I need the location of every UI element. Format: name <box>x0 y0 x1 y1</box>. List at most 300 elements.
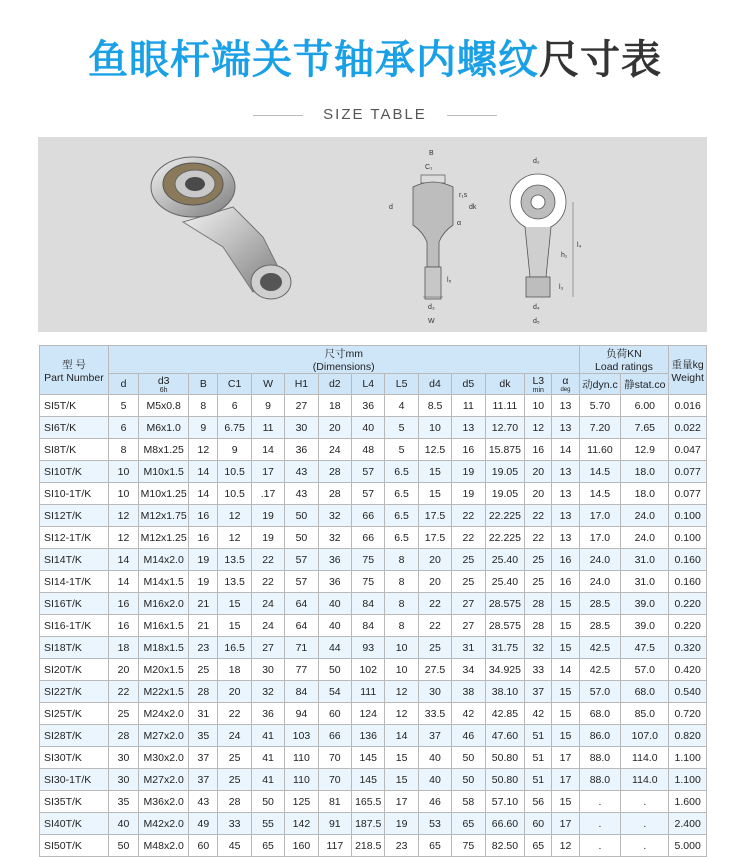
col-C1: C1 <box>218 374 251 395</box>
table-cell: 20 <box>418 571 451 593</box>
table-cell: 51 <box>525 747 552 769</box>
table-cell: 22 <box>452 527 485 549</box>
table-cell: 6 <box>108 417 138 439</box>
table-cell: 6.5 <box>385 527 418 549</box>
table-cell: M24x2.0 <box>139 703 189 725</box>
table-row <box>40 681 707 703</box>
table-cell: 8 <box>385 571 418 593</box>
header-load-en: Load ratings <box>595 361 653 373</box>
header-dimensions <box>108 346 579 374</box>
table-cell: M16x2.0 <box>139 593 189 615</box>
table-cell: 12 <box>218 527 251 549</box>
table-cell: M12x1.75 <box>139 505 189 527</box>
table-cell: 10 <box>418 417 451 439</box>
table-cell: 34 <box>452 659 485 681</box>
table-cell: 56 <box>525 791 552 813</box>
table-cell: 51 <box>525 769 552 791</box>
table-cell: 36 <box>318 571 351 593</box>
table-cell: 16 <box>552 549 579 571</box>
table-cell: 10.5 <box>218 461 251 483</box>
table-cell: 25.40 <box>485 549 525 571</box>
table-cell: M18x1.5 <box>139 637 189 659</box>
table-row <box>40 527 707 549</box>
table-cell: M12x1.25 <box>139 527 189 549</box>
table-cell: 66 <box>352 527 385 549</box>
part-number-cell: SI28T/K <box>40 725 109 747</box>
table-cell: 20 <box>108 659 138 681</box>
table-cell: 160 <box>285 835 318 857</box>
table-row <box>40 571 707 593</box>
col-alpha-label: α <box>562 375 569 387</box>
table-cell: M16x1.5 <box>139 615 189 637</box>
title-main: 鱼眼杆端关节轴承内螺纹 <box>88 37 539 83</box>
table-cell: 44 <box>318 637 351 659</box>
label-h1: h₁ <box>561 252 568 259</box>
table-cell: 145 <box>352 747 385 769</box>
table-cell: 38.10 <box>485 681 525 703</box>
header-part-number <box>40 346 109 395</box>
table-cell: 54 <box>318 681 351 703</box>
table-cell: 64 <box>285 593 318 615</box>
table-cell: 187.5 <box>352 813 385 835</box>
part-number-cell: SI18T/K <box>40 637 109 659</box>
table-cell: 13 <box>552 527 579 549</box>
col-L3-label: L3 <box>532 374 545 387</box>
table-cell: 14 <box>189 483 218 505</box>
table-cell: 25 <box>218 769 251 791</box>
part-number-cell: SI5T/K <box>40 395 109 417</box>
size-table <box>39 345 707 857</box>
table-cell: 15.875 <box>485 439 525 461</box>
table-cell: 22 <box>108 681 138 703</box>
table-cell: 33 <box>525 659 552 681</box>
table-cell: 22 <box>525 527 552 549</box>
table-cell: 9 <box>251 395 284 417</box>
table-cell: 35 <box>108 791 138 813</box>
table-cell: 31.75 <box>485 637 525 659</box>
table-cell: 17 <box>385 791 418 813</box>
table-cell: 13 <box>552 483 579 505</box>
col-d: d <box>108 374 138 395</box>
table-cell: 85.0 <box>621 703 669 725</box>
table-cell: 15 <box>552 615 579 637</box>
table-cell: 19 <box>385 813 418 835</box>
table-cell: 19 <box>452 461 485 483</box>
col-L3 <box>525 374 552 395</box>
table-cell: 14 <box>552 659 579 681</box>
table-cell: 10.5 <box>218 483 251 505</box>
table-cell: 30 <box>108 747 138 769</box>
col-B: B <box>189 374 218 395</box>
table-cell: 28 <box>189 681 218 703</box>
table-cell: 16 <box>189 527 218 549</box>
table-cell: . <box>579 835 621 857</box>
table-cell: 19.05 <box>485 483 525 505</box>
table-cell: 114.0 <box>621 769 669 791</box>
page-title <box>0 28 750 85</box>
table-cell: M30x2.0 <box>139 747 189 769</box>
table-cell: M5x0.8 <box>139 395 189 417</box>
header-dims-cn: 尺寸mm <box>324 348 363 360</box>
header-load-cn: 负荷KN <box>606 348 642 360</box>
table-cell: 13 <box>552 417 579 439</box>
col-alpha <box>552 374 579 395</box>
table-cell: 124 <box>352 703 385 725</box>
table-cell: 28 <box>218 791 251 813</box>
table-cell: 17 <box>552 747 579 769</box>
table-cell: 0.160 <box>669 571 707 593</box>
label-W: W <box>428 318 435 325</box>
table-cell: 14.5 <box>579 483 621 505</box>
table-cell: 53 <box>418 813 451 835</box>
table-cell: 40 <box>352 417 385 439</box>
table-cell: 6.75 <box>218 417 251 439</box>
table-cell: 1.600 <box>669 791 707 813</box>
col-d3-label: d3 <box>157 374 170 387</box>
label-d5: d₅ <box>533 318 540 325</box>
table-cell: M27x2.0 <box>139 725 189 747</box>
table-cell: 42.5 <box>579 659 621 681</box>
table-cell: 17 <box>251 461 284 483</box>
table-cell: 50.80 <box>485 747 525 769</box>
table-cell: 70 <box>318 769 351 791</box>
table-cell: 30 <box>108 769 138 791</box>
table-cell: M8x1.25 <box>139 439 189 461</box>
label-l5: l₅ <box>447 277 452 284</box>
table-cell: 64 <box>285 615 318 637</box>
table-cell: 13 <box>552 461 579 483</box>
table-cell: 16 <box>452 439 485 461</box>
table-cell: 66 <box>318 725 351 747</box>
table-cell: 25 <box>525 571 552 593</box>
table-cell: 43 <box>285 461 318 483</box>
table-cell: 22 <box>418 593 451 615</box>
table-cell: 0.100 <box>669 505 707 527</box>
table-cell: 12 <box>385 703 418 725</box>
table-cell: 18 <box>318 395 351 417</box>
table-cell: 11 <box>251 417 284 439</box>
part-number-cell: SI22T/K <box>40 681 109 703</box>
table-cell: 13 <box>552 395 579 417</box>
table-cell: 50.80 <box>485 769 525 791</box>
table-row <box>40 725 707 747</box>
table-cell: 12 <box>385 681 418 703</box>
header-load <box>579 346 669 374</box>
title-suffix: 尺寸表 <box>539 37 662 83</box>
table-cell: 22 <box>418 615 451 637</box>
table-cell: 5 <box>108 395 138 417</box>
table-cell: 15 <box>385 747 418 769</box>
table-cell: 20 <box>525 483 552 505</box>
header-weight <box>669 346 707 395</box>
table-cell: 5.70 <box>579 395 621 417</box>
table-row <box>40 549 707 571</box>
table-cell: 23 <box>385 835 418 857</box>
table-cell: 8 <box>385 615 418 637</box>
table-cell: 145 <box>352 769 385 791</box>
technical-drawing <box>383 147 613 327</box>
table-cell: 19 <box>189 549 218 571</box>
table-cell: 14 <box>108 549 138 571</box>
part-number-cell: SI25T/K <box>40 703 109 725</box>
table-cell: . <box>621 813 669 835</box>
table-cell: 8.5 <box>418 395 451 417</box>
table-cell: 60 <box>318 703 351 725</box>
table-row <box>40 505 707 527</box>
table-cell: 15 <box>552 637 579 659</box>
table-cell: M27x2.0 <box>139 769 189 791</box>
table-cell: 39.0 <box>621 615 669 637</box>
table-cell: 14 <box>385 725 418 747</box>
table-cell: 0.047 <box>669 439 707 461</box>
product-panel <box>38 137 707 332</box>
table-cell: 22.225 <box>485 505 525 527</box>
table-cell: 0.540 <box>669 681 707 703</box>
table-cell: 15 <box>418 461 451 483</box>
col-d3 <box>139 374 189 395</box>
table-cell: 57 <box>285 571 318 593</box>
table-cell: 36 <box>318 549 351 571</box>
table-cell: 11.60 <box>579 439 621 461</box>
table-cell: 11 <box>452 395 485 417</box>
col-W: W <box>251 374 284 395</box>
table-cell: 8 <box>385 593 418 615</box>
table-cell: 14 <box>189 461 218 483</box>
table-cell: M10x1.5 <box>139 461 189 483</box>
table-cell: 37 <box>525 681 552 703</box>
table-cell: 40 <box>318 615 351 637</box>
table-cell: 31 <box>452 637 485 659</box>
table-cell: 42 <box>452 703 485 725</box>
table-row <box>40 439 707 461</box>
table-cell: 13 <box>552 505 579 527</box>
table-cell: 12 <box>108 505 138 527</box>
table-cell: 45 <box>218 835 251 857</box>
table-cell: 20 <box>218 681 251 703</box>
size-table-body <box>40 395 707 857</box>
col-H1: H1 <box>285 374 318 395</box>
table-cell: 9 <box>189 417 218 439</box>
table-cell: 65 <box>452 813 485 835</box>
col-dyn: 动dyn.c <box>579 374 621 395</box>
table-cell: 40 <box>418 747 451 769</box>
table-cell: 21 <box>189 615 218 637</box>
table-cell: 25.40 <box>485 571 525 593</box>
table-cell: 16 <box>525 439 552 461</box>
part-number-cell: SI16T/K <box>40 593 109 615</box>
table-cell: 15 <box>552 725 579 747</box>
table-cell: 32 <box>525 637 552 659</box>
label-r1s: r₁s <box>459 192 468 199</box>
table-cell: 68.0 <box>579 703 621 725</box>
table-cell: 32 <box>251 681 284 703</box>
table-cell: 28 <box>318 483 351 505</box>
table-row <box>40 461 707 483</box>
table-row <box>40 417 707 439</box>
table-cell: 19.05 <box>485 461 525 483</box>
table-cell: 13.5 <box>218 549 251 571</box>
table-cell: 24.0 <box>621 527 669 549</box>
table-cell: 68.0 <box>621 681 669 703</box>
label-alpha: α <box>457 220 462 227</box>
table-cell: 91 <box>318 813 351 835</box>
table-cell: 28 <box>108 725 138 747</box>
table-cell: . <box>621 835 669 857</box>
table-cell: 0.077 <box>669 483 707 505</box>
table-cell: 8 <box>189 395 218 417</box>
part-number-cell: SI6T/K <box>40 417 109 439</box>
col-d3-sub: 6h <box>159 386 168 394</box>
table-cell: 25 <box>218 747 251 769</box>
table-cell: 0.016 <box>669 395 707 417</box>
table-cell: 40 <box>108 813 138 835</box>
table-cell: 15 <box>552 593 579 615</box>
table-cell: 7.65 <box>621 417 669 439</box>
label-d3: d₃ <box>428 304 435 311</box>
table-cell: 165.5 <box>352 791 385 813</box>
table-cell: 57.0 <box>579 681 621 703</box>
table-cell: 58 <box>452 791 485 813</box>
label-l3: l₃ <box>559 284 564 291</box>
label-C1: C₁ <box>425 164 433 171</box>
table-cell: 30 <box>251 659 284 681</box>
table-cell: 28 <box>318 461 351 483</box>
table-cell: 14 <box>108 571 138 593</box>
table-cell: 8 <box>108 439 138 461</box>
table-cell: 51 <box>525 725 552 747</box>
table-cell: 50 <box>251 791 284 813</box>
table-cell: 27 <box>285 395 318 417</box>
table-cell: 0.420 <box>669 659 707 681</box>
table-cell: 19 <box>251 505 284 527</box>
table-cell: 24 <box>218 725 251 747</box>
table-cell: 13.5 <box>218 571 251 593</box>
table-cell: 28.575 <box>485 593 525 615</box>
table-cell: 6 <box>218 395 251 417</box>
part-number-cell: SI14-1T/K <box>40 571 109 593</box>
label-d2: d₂ <box>533 158 540 165</box>
col-stat: 静stat.co <box>621 374 669 395</box>
col-alpha-sub: deg <box>560 387 571 393</box>
table-cell: 24.0 <box>579 549 621 571</box>
table-cell: 50 <box>285 527 318 549</box>
table-cell: 66 <box>352 505 385 527</box>
table-cell: 6.00 <box>621 395 669 417</box>
table-cell: 28.575 <box>485 615 525 637</box>
table-cell: 70 <box>318 747 351 769</box>
table-cell: 57 <box>352 483 385 505</box>
table-cell: 82.50 <box>485 835 525 857</box>
table-cell: 12.70 <box>485 417 525 439</box>
table-cell: 0.077 <box>669 461 707 483</box>
table-cell: 84 <box>285 681 318 703</box>
table-cell: 15 <box>218 593 251 615</box>
table-cell: 0.220 <box>669 615 707 637</box>
table-cell: 50 <box>452 747 485 769</box>
table-cell: 0.220 <box>669 593 707 615</box>
table-cell: 24 <box>251 615 284 637</box>
table-cell: 12.5 <box>418 439 451 461</box>
table-cell: 42.5 <box>579 637 621 659</box>
table-cell: 12.9 <box>621 439 669 461</box>
table-cell: 0.820 <box>669 725 707 747</box>
table-cell: 16 <box>189 505 218 527</box>
col-dk: dk <box>485 374 525 395</box>
table-cell: 6.5 <box>385 483 418 505</box>
part-number-cell: SI8T/K <box>40 439 109 461</box>
table-cell: 75 <box>352 549 385 571</box>
table-cell: 27 <box>251 637 284 659</box>
part-number-cell: SI40T/K <box>40 813 109 835</box>
table-cell: 81 <box>318 791 351 813</box>
table-cell: 0.022 <box>669 417 707 439</box>
table-cell: 17 <box>552 813 579 835</box>
label-d4: d₄ <box>533 304 540 311</box>
table-cell: 13 <box>452 417 485 439</box>
part-number-cell: SI14T/K <box>40 549 109 571</box>
col-L3-sub: min <box>532 386 544 394</box>
table-cell: 22 <box>452 505 485 527</box>
table-cell: 1.100 <box>669 769 707 791</box>
table-cell: 31.0 <box>621 571 669 593</box>
table-cell: 38 <box>452 681 485 703</box>
table-cell: 57 <box>285 549 318 571</box>
table-cell: 14 <box>552 439 579 461</box>
table-cell: 16 <box>108 593 138 615</box>
table-cell: 110 <box>285 769 318 791</box>
table-cell: 16 <box>108 615 138 637</box>
table-cell: 0.320 <box>669 637 707 659</box>
table-cell: 0.720 <box>669 703 707 725</box>
table-cell: 111 <box>352 681 385 703</box>
table-cell: 15 <box>552 703 579 725</box>
table-cell: 47.5 <box>621 637 669 659</box>
table-cell: 28 <box>525 615 552 637</box>
part-number-cell: SI10T/K <box>40 461 109 483</box>
table-cell: 18 <box>108 637 138 659</box>
table-row <box>40 659 707 681</box>
table-cell: 2.400 <box>669 813 707 835</box>
part-number-cell: SI20T/K <box>40 659 109 681</box>
table-row <box>40 791 707 813</box>
table-cell: 65 <box>418 835 451 857</box>
header-dims-en: (Dimensions) <box>312 361 375 373</box>
table-cell: 22 <box>251 549 284 571</box>
table-cell: 10 <box>525 395 552 417</box>
table-cell: 0.160 <box>669 549 707 571</box>
table-cell: 15 <box>552 681 579 703</box>
table-cell: M10x1.25 <box>139 483 189 505</box>
table-cell: 107.0 <box>621 725 669 747</box>
table-cell: 5.000 <box>669 835 707 857</box>
table-cell: 50 <box>108 835 138 857</box>
table-cell: 49 <box>189 813 218 835</box>
label-l4: l₄ <box>577 242 582 249</box>
table-cell: 22 <box>251 571 284 593</box>
table-cell: 37 <box>418 725 451 747</box>
table-cell: 11.11 <box>485 395 525 417</box>
table-cell: 19 <box>251 527 284 549</box>
table-cell: 14.5 <box>579 461 621 483</box>
table-cell: 12 <box>525 417 552 439</box>
table-cell: 4 <box>385 395 418 417</box>
table-cell: 103 <box>285 725 318 747</box>
header-part-en: Part Number <box>44 371 104 384</box>
table-cell: 41 <box>251 747 284 769</box>
table-cell: 84 <box>352 593 385 615</box>
table-cell: 21 <box>189 593 218 615</box>
table-cell: 40 <box>318 593 351 615</box>
